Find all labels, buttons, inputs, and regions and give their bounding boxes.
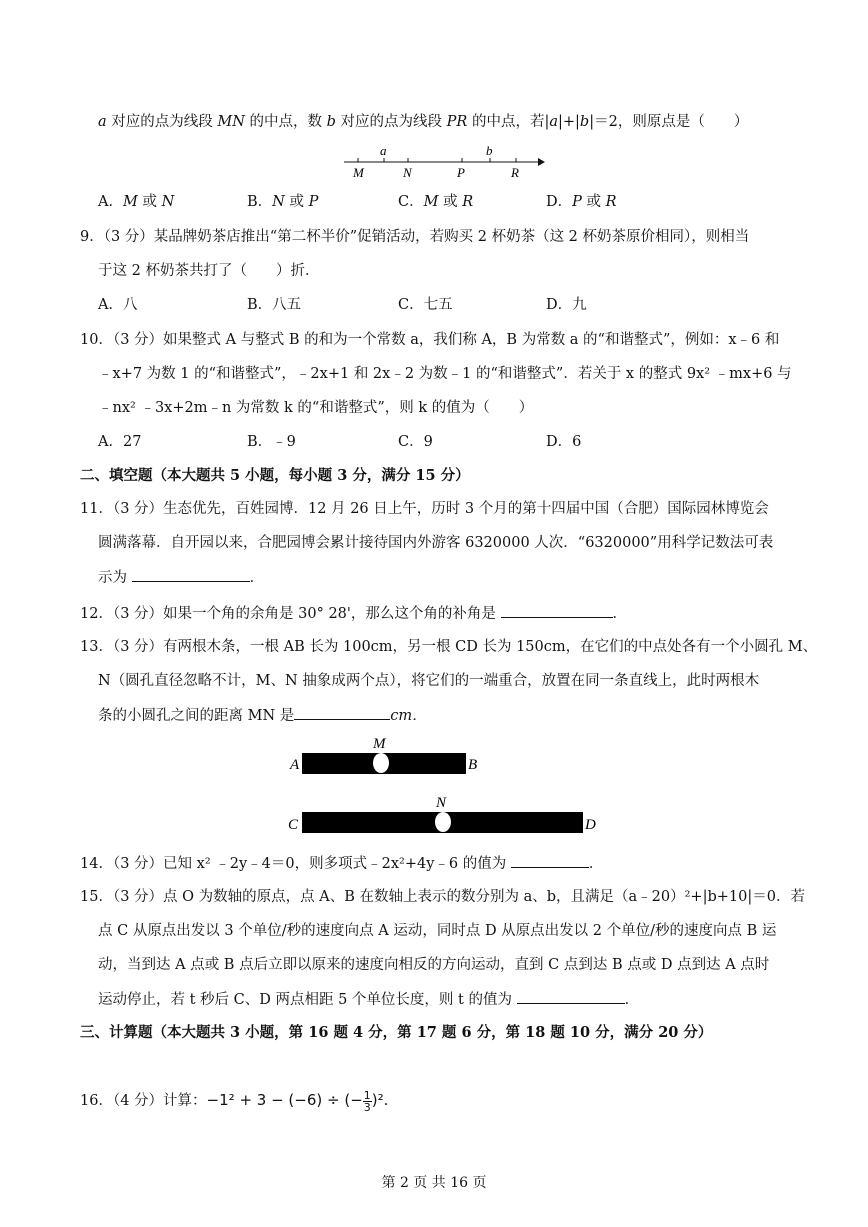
q8-text: |+|: [558, 114, 580, 130]
fraction-denominator: 3: [363, 1100, 371, 1114]
q9-line-2: 于这 2 杯奶茶共打了（ ）折．: [98, 263, 320, 279]
q13-text: 条的小圆孔之间的距离 MN 是: [98, 708, 295, 724]
q8-text: 对应的点为线段: [106, 114, 218, 130]
q13-line-3: [98, 705, 427, 726]
label-p: P: [457, 165, 465, 180]
fraction-numerator: 1: [363, 1088, 371, 1102]
q16-line: [80, 1088, 388, 1113]
option-sep: 或: [438, 194, 463, 210]
q8-option-d[interactable]: [546, 192, 617, 212]
q16-prefix: 16．（4 分）计算：: [80, 1093, 207, 1109]
option-sep: 或: [137, 194, 162, 210]
label-m-hole: M: [373, 736, 386, 752]
hole-m: [373, 753, 389, 773]
q15-line-2: 点 C 从原点出发以 3 个单位/秒的速度向点 A 运动，同时点 D 从原点出发以 2 个单位/秒的速度向点 B 运: [98, 923, 777, 939]
q12-answer-blank[interactable]: [501, 603, 613, 618]
option-var: R: [605, 194, 617, 210]
q13-line-2: N（圆孔直径忽略不计，M、N 抽象成两个点），将它们的一端重合，放置在同一条直线上，此时两根木: [98, 673, 760, 689]
q12-text: 12．（3 分）如果一个角的余角是 30° 28'，那么这个角的补角是: [80, 606, 496, 622]
var-b: b: [579, 114, 590, 130]
q10-line-1: 10．（3 分）如果整式 A 与整式 B 的和为一个常数 a，我们称 A，B 为常数 a 的“和谐整式”，例如：x﹣6 和: [80, 332, 780, 348]
q8-option-a[interactable]: [98, 192, 174, 212]
option-var: P: [308, 194, 319, 210]
hole-n: [435, 812, 451, 832]
q9-option-d[interactable]: D．九: [546, 297, 587, 313]
q14-line-1: 14．（3 分）已知 x² ﹣2y﹣4＝0，则多项式﹣2x²+4y﹣6 的值为 ．: [80, 853, 603, 874]
label-a: a: [380, 143, 387, 158]
var-b: b: [326, 114, 336, 130]
q14-answer-blank[interactable]: [511, 853, 589, 868]
label-b: b: [486, 143, 493, 158]
q12-line-1: 12．（3 分）如果一个角的余角是 30° 28'，那么这个角的补角是 ．: [80, 603, 627, 624]
q16-expression-end: )².: [371, 1091, 389, 1109]
option-sep: 或: [284, 194, 309, 210]
q15-text: 运动停止，若 t 秒后 C、D 两点相距 5 个单位长度，则 t 的值为: [98, 992, 512, 1008]
segment-mn: MN: [217, 114, 245, 130]
q8-text: |＝2，则原点是（ ）: [589, 114, 749, 130]
label-n-hole: N: [436, 795, 447, 811]
wooden-strips-figure: [282, 732, 602, 842]
q10-line-2: ﹣x+7 为数 1 的“和谐整式”，﹣2x+1 和 2x﹣2 为数﹣1 的“和谐整式”．若关于 x 的整式 9x² ﹣mx+6 与: [98, 366, 792, 382]
q15-line-1: 15．（3 分）点 O 为数轴的原点，点 A、B 在数轴上表示的数分别为 a、b，且满足（a﹣20）²+|b+10|＝0．若: [80, 889, 805, 905]
label-m: M: [353, 165, 364, 180]
q8-option-c[interactable]: [398, 192, 473, 212]
number-line-figure: [338, 142, 548, 182]
number-line-arrow: [538, 158, 545, 166]
q8-option-b[interactable]: [247, 192, 318, 212]
q11-line-1: 11．（3 分）生态优先，百姓园博．12 月 26 日上午，历时 3 个月的第十四届中国（合肥）国际园林博览会: [80, 501, 769, 517]
q8-text: 的中点，数: [244, 114, 327, 130]
option-var: M: [122, 194, 138, 210]
q13-answer-blank[interactable]: [294, 705, 390, 720]
q10-line-3: ﹣nx² ﹣3x+2m﹣n 为常数 k 的“和谐整式”，则 k 的值为（ ）: [98, 400, 534, 416]
var-a: a: [549, 114, 558, 130]
label-n: N: [403, 165, 412, 180]
q9-option-b[interactable]: B．八五: [247, 297, 302, 313]
q14-text: 14．（3 分）已知 x² ﹣2y﹣4＝0，则多项式﹣2x²+4y﹣6 的值为: [80, 856, 507, 872]
option-letter: A．: [98, 194, 123, 210]
q15-answer-blank[interactable]: [517, 989, 625, 1004]
q9-option-c[interactable]: C．七五: [398, 297, 453, 313]
q10-option-b[interactable]: B．﹣9: [247, 434, 296, 450]
page-footer: 第 2 页 共 16 页: [381, 1175, 487, 1191]
q16-expression: −1² + 3 − (−6) ÷ (−: [206, 1091, 363, 1109]
q16-fraction: [363, 1090, 372, 1113]
option-var: M: [423, 194, 439, 210]
label-r: R: [511, 165, 519, 180]
q13-line-1: 13．（3 分）有两根木条，一根 AB 长为 100cm，另一根 CD 长为 150cm，在它们的中点处各有一个小圆孔 M、: [80, 639, 818, 655]
section-2-heading: 二、填空题（本大题共 5 小题，每小题 3 分，满分 15 分）: [80, 467, 470, 484]
q9-option-a[interactable]: A．八: [98, 297, 138, 313]
q11-line-3: 示为 ．: [98, 567, 264, 588]
q15-line-3: 动，当到达 A 点或 B 点后立即以原来的速度向相反的方向运动，直到 C 点到达 B 点或 D 点到达 A 点时: [98, 957, 770, 973]
q8-tail-line: [98, 112, 748, 132]
q11-text: 示为: [98, 570, 127, 586]
label-a-end: A: [290, 757, 300, 773]
label-c-end: C: [288, 817, 299, 833]
q11-answer-blank[interactable]: [132, 567, 250, 582]
option-var: N: [272, 194, 285, 210]
q13-unit: cm．: [390, 708, 427, 724]
option-letter: B．: [247, 194, 273, 210]
option-var: N: [161, 194, 175, 210]
q10-option-c[interactable]: C．9: [398, 434, 433, 450]
var-a: a: [98, 114, 107, 130]
q10-option-d[interactable]: D．6: [546, 434, 582, 450]
label-b-end: B: [468, 757, 478, 773]
q15-line-4: 运动停止，若 t 秒后 C、D 两点相距 5 个单位长度，则 t 的值为 ．: [98, 989, 639, 1010]
q11-line-2: 圆满落幕．自开园以来，合肥园博会累计接待国内外游客 6320000 人次．“6320000”用科学记数法可表: [98, 535, 774, 551]
label-d-end: D: [585, 817, 596, 833]
option-letter: C．: [398, 194, 424, 210]
q8-text: 的中点，若|: [467, 114, 550, 130]
option-var: P: [572, 194, 582, 210]
option-var: R: [462, 194, 474, 210]
q8-text: 对应的点为线段: [335, 114, 447, 130]
q9-line-1: 9．（3 分）某品牌奶茶店推出“第二杯半价”促销活动，若购买 2 杯奶茶（这 2 杯奶茶原价相同），则相当: [80, 229, 750, 245]
option-sep: 或: [581, 194, 606, 210]
option-letter: D．: [546, 194, 573, 210]
section-3-heading: 三、计算题（本大题共 3 小题，第 16 题 4 分，第 17 题 6 分，第 18 题 10 分，满分 20 分）: [80, 1024, 713, 1041]
segment-pr: PR: [446, 114, 468, 130]
q10-option-a[interactable]: A．27: [98, 434, 142, 450]
